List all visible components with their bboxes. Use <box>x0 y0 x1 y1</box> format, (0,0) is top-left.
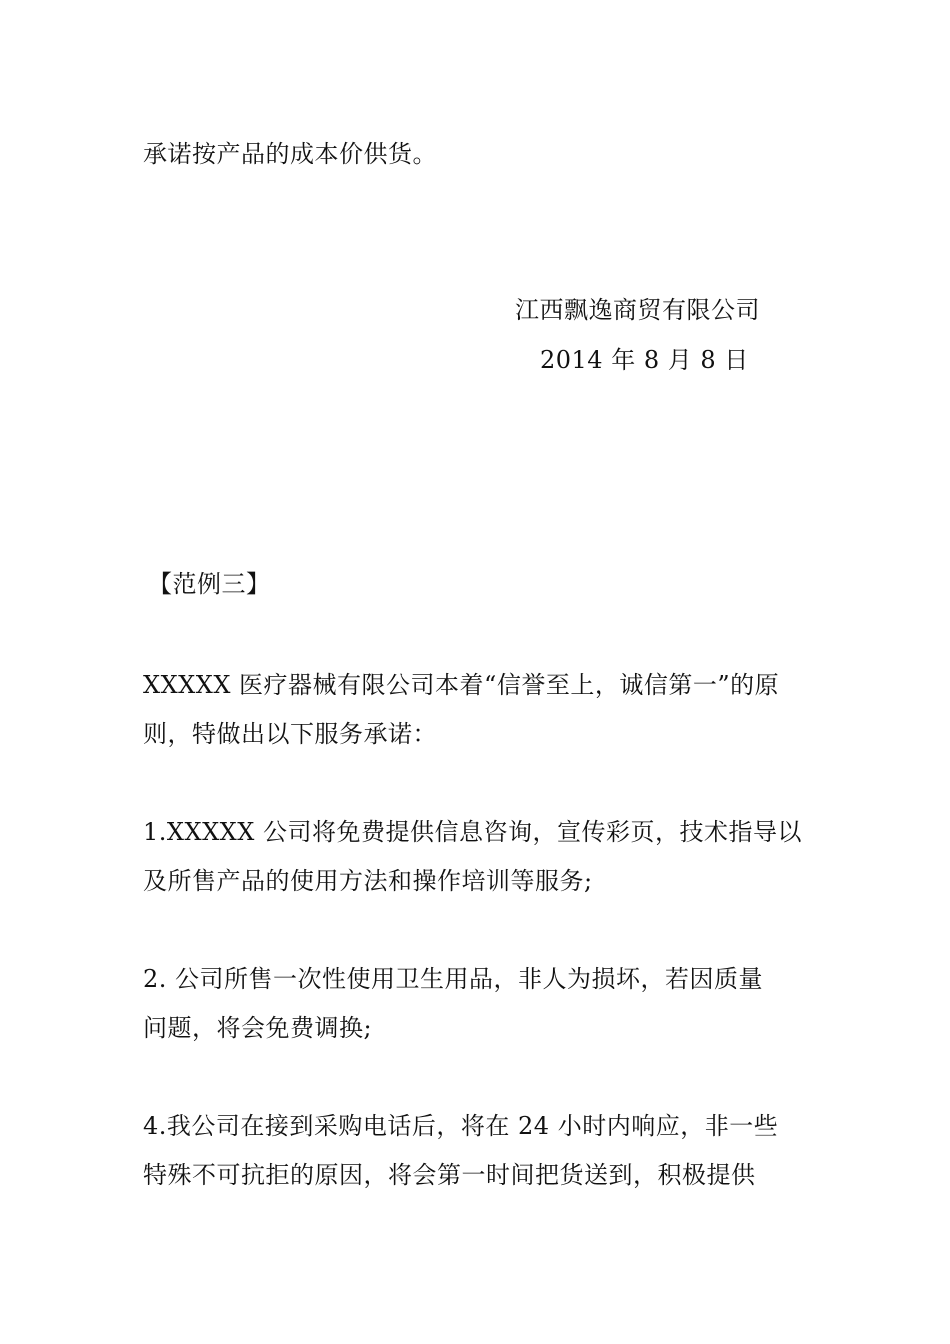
paragraph-4-line-1: 4.我公司在接到采购电话后，将在 24 小时内响应，非一些 <box>143 1112 779 1140</box>
paragraph-1-line-2: 则，特做出以下服务承诺： <box>143 720 437 748</box>
paragraph-2-line-1: 1.XXXXX 公司将免费提供信息咨询，宣传彩页，技术指导以 <box>143 818 802 846</box>
paragraph-3-line-1: 2. 公司所售一次性使用卫生用品，非人为损坏，若因质量 <box>143 965 764 993</box>
signature-date: 2014 年 8 月 8 日 <box>540 346 749 374</box>
paragraph-3-line-2: 问题，将会免费调换; <box>143 1014 373 1042</box>
paragraph-1-line-1: XXXXX 医疗器械有限公司本着“信誉至上，诚信第一”的原 <box>143 671 780 699</box>
signature-company: 江西飘逸商贸有限公司 <box>515 296 760 324</box>
section-heading: 【范例三】 <box>148 570 271 598</box>
paragraph-2-line-2: 及所售产品的使用方法和操作培训等服务; <box>143 867 593 895</box>
paragraph-4-line-2: 特殊不可抗拒的原因，将会第一时间把货送到，积极提供 <box>143 1161 756 1189</box>
intro-tail-text: 承诺按产品的成本价供货。 <box>143 140 437 168</box>
